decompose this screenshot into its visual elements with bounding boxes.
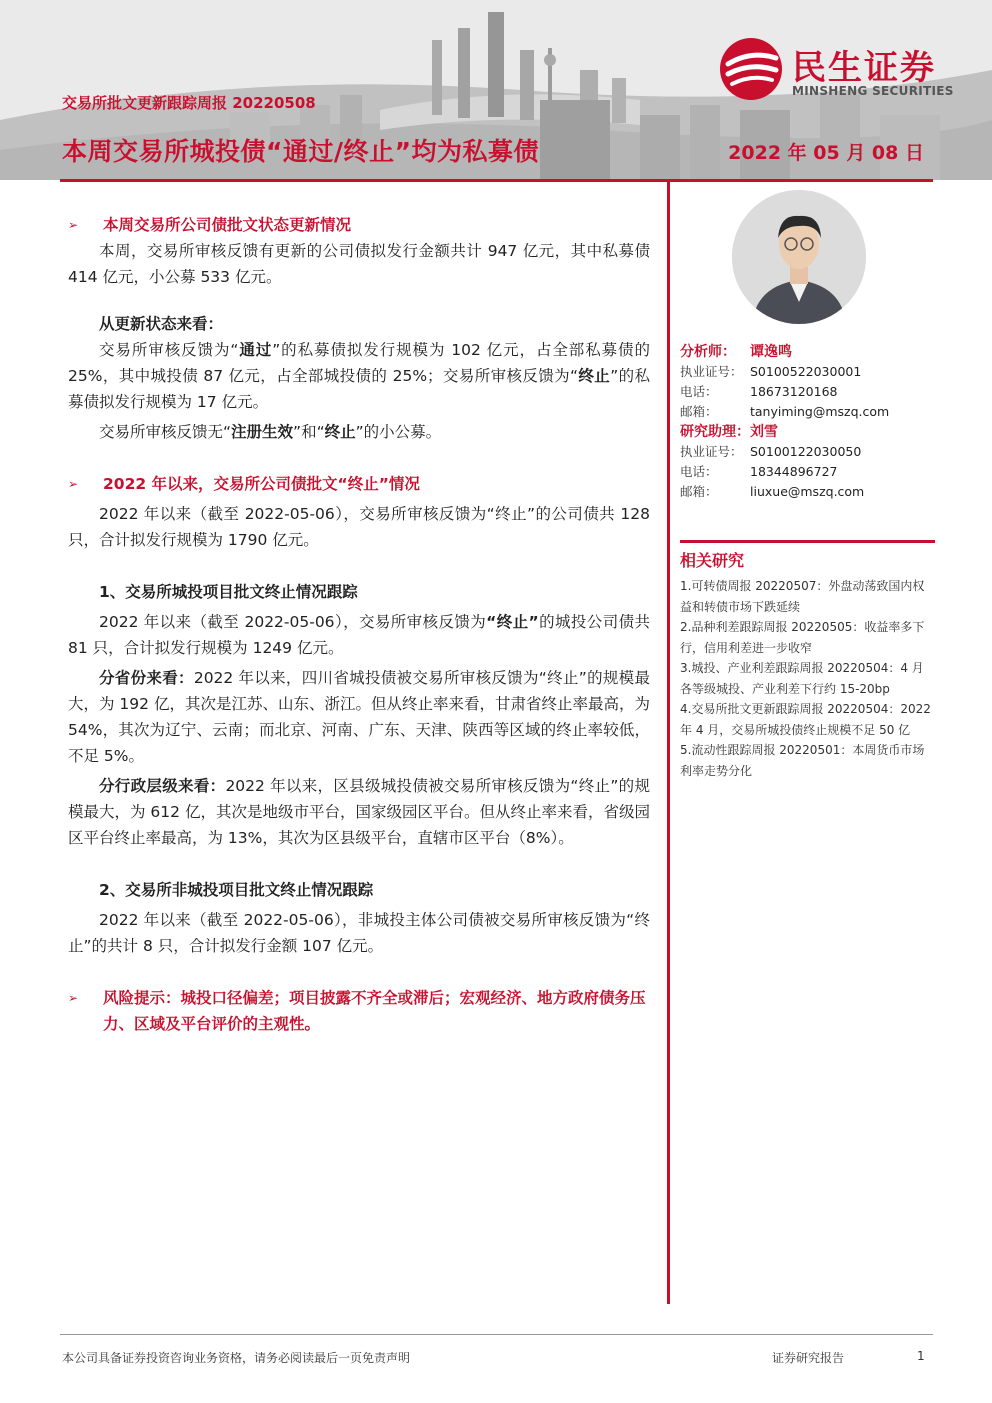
related-divider [680, 540, 935, 543]
risk-text: 城投口径偏差；项目披露不齐全或滞后；宏观经济、地方政府债务压力、区域及平台评价的主观性。 [103, 989, 646, 1033]
subheading: 1、交易所城投项目批文终止情况跟踪 [99, 583, 358, 601]
analyst-info: 分析师： 谭逸鸣 执业证号： S0100522030001 电话： 18673120168 邮箱： tanyiming@mszq.com 研究助理： 刘雪 执业证号： S0100122030050 电话： 18344896727 邮箱： liuxue@mszq.com [680, 342, 932, 502]
subheading: 2、交易所非城投项目批文终止情况跟踪 [99, 881, 374, 899]
report-date: 2022 年 05 月 08 日 [728, 142, 924, 164]
paragraph: 2022 年以来（截至 2022-05-06），交易所审核反馈为“终止”的城投公司债共 81 只，合计拟发行规模为 1249 亿元。 [68, 613, 650, 657]
paragraph: 交易所审核反馈为“通过”的私募债拟发行规模为 102 亿元，占全部私募债的 25%，其中城投债 87 亿元，占全部城投债的 25%；交易所审核反馈为“终止”的私募债拟发行规模为 17 亿元。 [68, 341, 650, 411]
related-item[interactable]: 5.流动性跟踪周报 20220501：本周货币市场利率走势分化 [680, 743, 925, 778]
page-number: 1 [917, 1349, 925, 1363]
column-divider [667, 182, 670, 1304]
bullet-arrow-icon: ➢ [68, 218, 79, 232]
assistant-name: 刘雪 [750, 424, 778, 440]
logo-chinese-name: 民生证券 [792, 48, 936, 88]
company-logo [718, 36, 968, 102]
section-heading-text: 本周交易所公司债批文状态更新情况 [103, 216, 352, 234]
related-research-title: 相关研究 [680, 551, 745, 570]
related-item[interactable]: 1.可转债周报 20220507：外盘动荡致国内权益和转债市场下跌延续 [680, 579, 925, 614]
related-item[interactable]: 2.品种利差跟踪周报 20220505：收益率多下行，信用利差进一步收窄 [680, 620, 925, 655]
assistant-phone: 18344896727 [750, 464, 838, 479]
footer-report-type: 证券研究报告 [772, 1351, 845, 1365]
paragraph: 交易所审核反馈无“注册生效”和“终止”的小公募。 [99, 423, 442, 441]
header-banner [0, 0, 992, 180]
bullet-arrow-icon: ➢ [68, 991, 79, 1005]
report-title: 本周交易所城投债“通过/终止”均为私募债 [62, 137, 539, 166]
section-heading-text: 2022 年以来，交易所公司债批文“终止”情况 [103, 475, 420, 493]
assistant-email[interactable]: liuxue@mszq.com [750, 484, 865, 499]
section-heading [68, 212, 650, 238]
paragraph: 本周，交易所审核反馈有更新的公司债拟发行金额共计 947 亿元，其中私募债 414 亿元，小公募 533 亿元。 [68, 242, 650, 286]
analyst-phone: 18673120168 [750, 384, 838, 399]
analyst-portrait-icon [732, 190, 866, 324]
analyst-name: 谭逸鸣 [750, 344, 792, 360]
analyst-photo [732, 190, 866, 324]
paragraph: 分省份来看：2022 年以来，四川省城投债被交易所审核反馈为“终止”的规模最大，为 192 亿，其次是江苏、山东、浙江。但从终止率来看，甘肃省终止率最高，为 54%，其次为辽宁、云南；而北京、河南、广东、天津、陕西等区域的终止率较低，不足 5%。 [68, 669, 650, 765]
report-series-title: 交易所批文更新跟踪周报 20220508 [62, 94, 316, 112]
logo-english-name: MINSHENG SECURITIES [792, 84, 954, 98]
related-research-list [680, 576, 932, 781]
related-item[interactable]: 4.交易所批文更新跟踪周报 20220504：2022 年 4 月，交易所城投债终止规模不足 50 亿 [680, 702, 931, 737]
bullet-arrow-icon: ➢ [68, 477, 79, 491]
paragraph: 分行政层级来看：2022 年以来，区县级城投债被交易所审核反馈为“终止”的规模最大，为 612 亿，其次是地级市平台，国家级园区平台。但从终止率来看，省级园区平台终止率最高，为 13%，其次为区县级平台，直辖市区平台（8%）。 [68, 777, 650, 847]
analyst-email[interactable]: tanyiming@mszq.com [750, 404, 890, 419]
analyst-cert: S0100522030001 [750, 364, 862, 379]
paragraph: 2022 年以来（截至 2022-05-06），交易所审核反馈为“终止”的公司债共 128 只，合计拟发行规模为 1790 亿元。 [68, 505, 650, 549]
paragraph: 2022 年以来（截至 2022-05-06），非城投主体公司债被交易所审核反馈为“终止”的共计 8 只，合计拟发行金额 107 亿元。 [68, 911, 650, 955]
main-content [68, 212, 650, 1037]
risk-label: 风险提示： [103, 989, 181, 1007]
footer-divider [60, 1334, 933, 1335]
risk-warning [68, 985, 650, 1037]
subheading: 从更新状态来看： [99, 315, 224, 333]
assistant-cert: S0100122030050 [750, 444, 862, 459]
assistant-row: 研究助理： 刘雪 [680, 424, 778, 440]
footer-disclaimer: 本公司具备证券投资咨询业务资格，请务必阅读最后一页免责声明 [62, 1351, 411, 1365]
section-heading [68, 471, 650, 497]
analyst-row: 分析师： 谭逸鸣 [680, 344, 792, 360]
minsheng-logo-icon [718, 36, 786, 102]
header-divider [60, 179, 933, 182]
related-item[interactable]: 3.城投、产业利差跟踪周报 20220504：4 月各等级城投、产业利差下行约 15-20bp [680, 661, 924, 696]
